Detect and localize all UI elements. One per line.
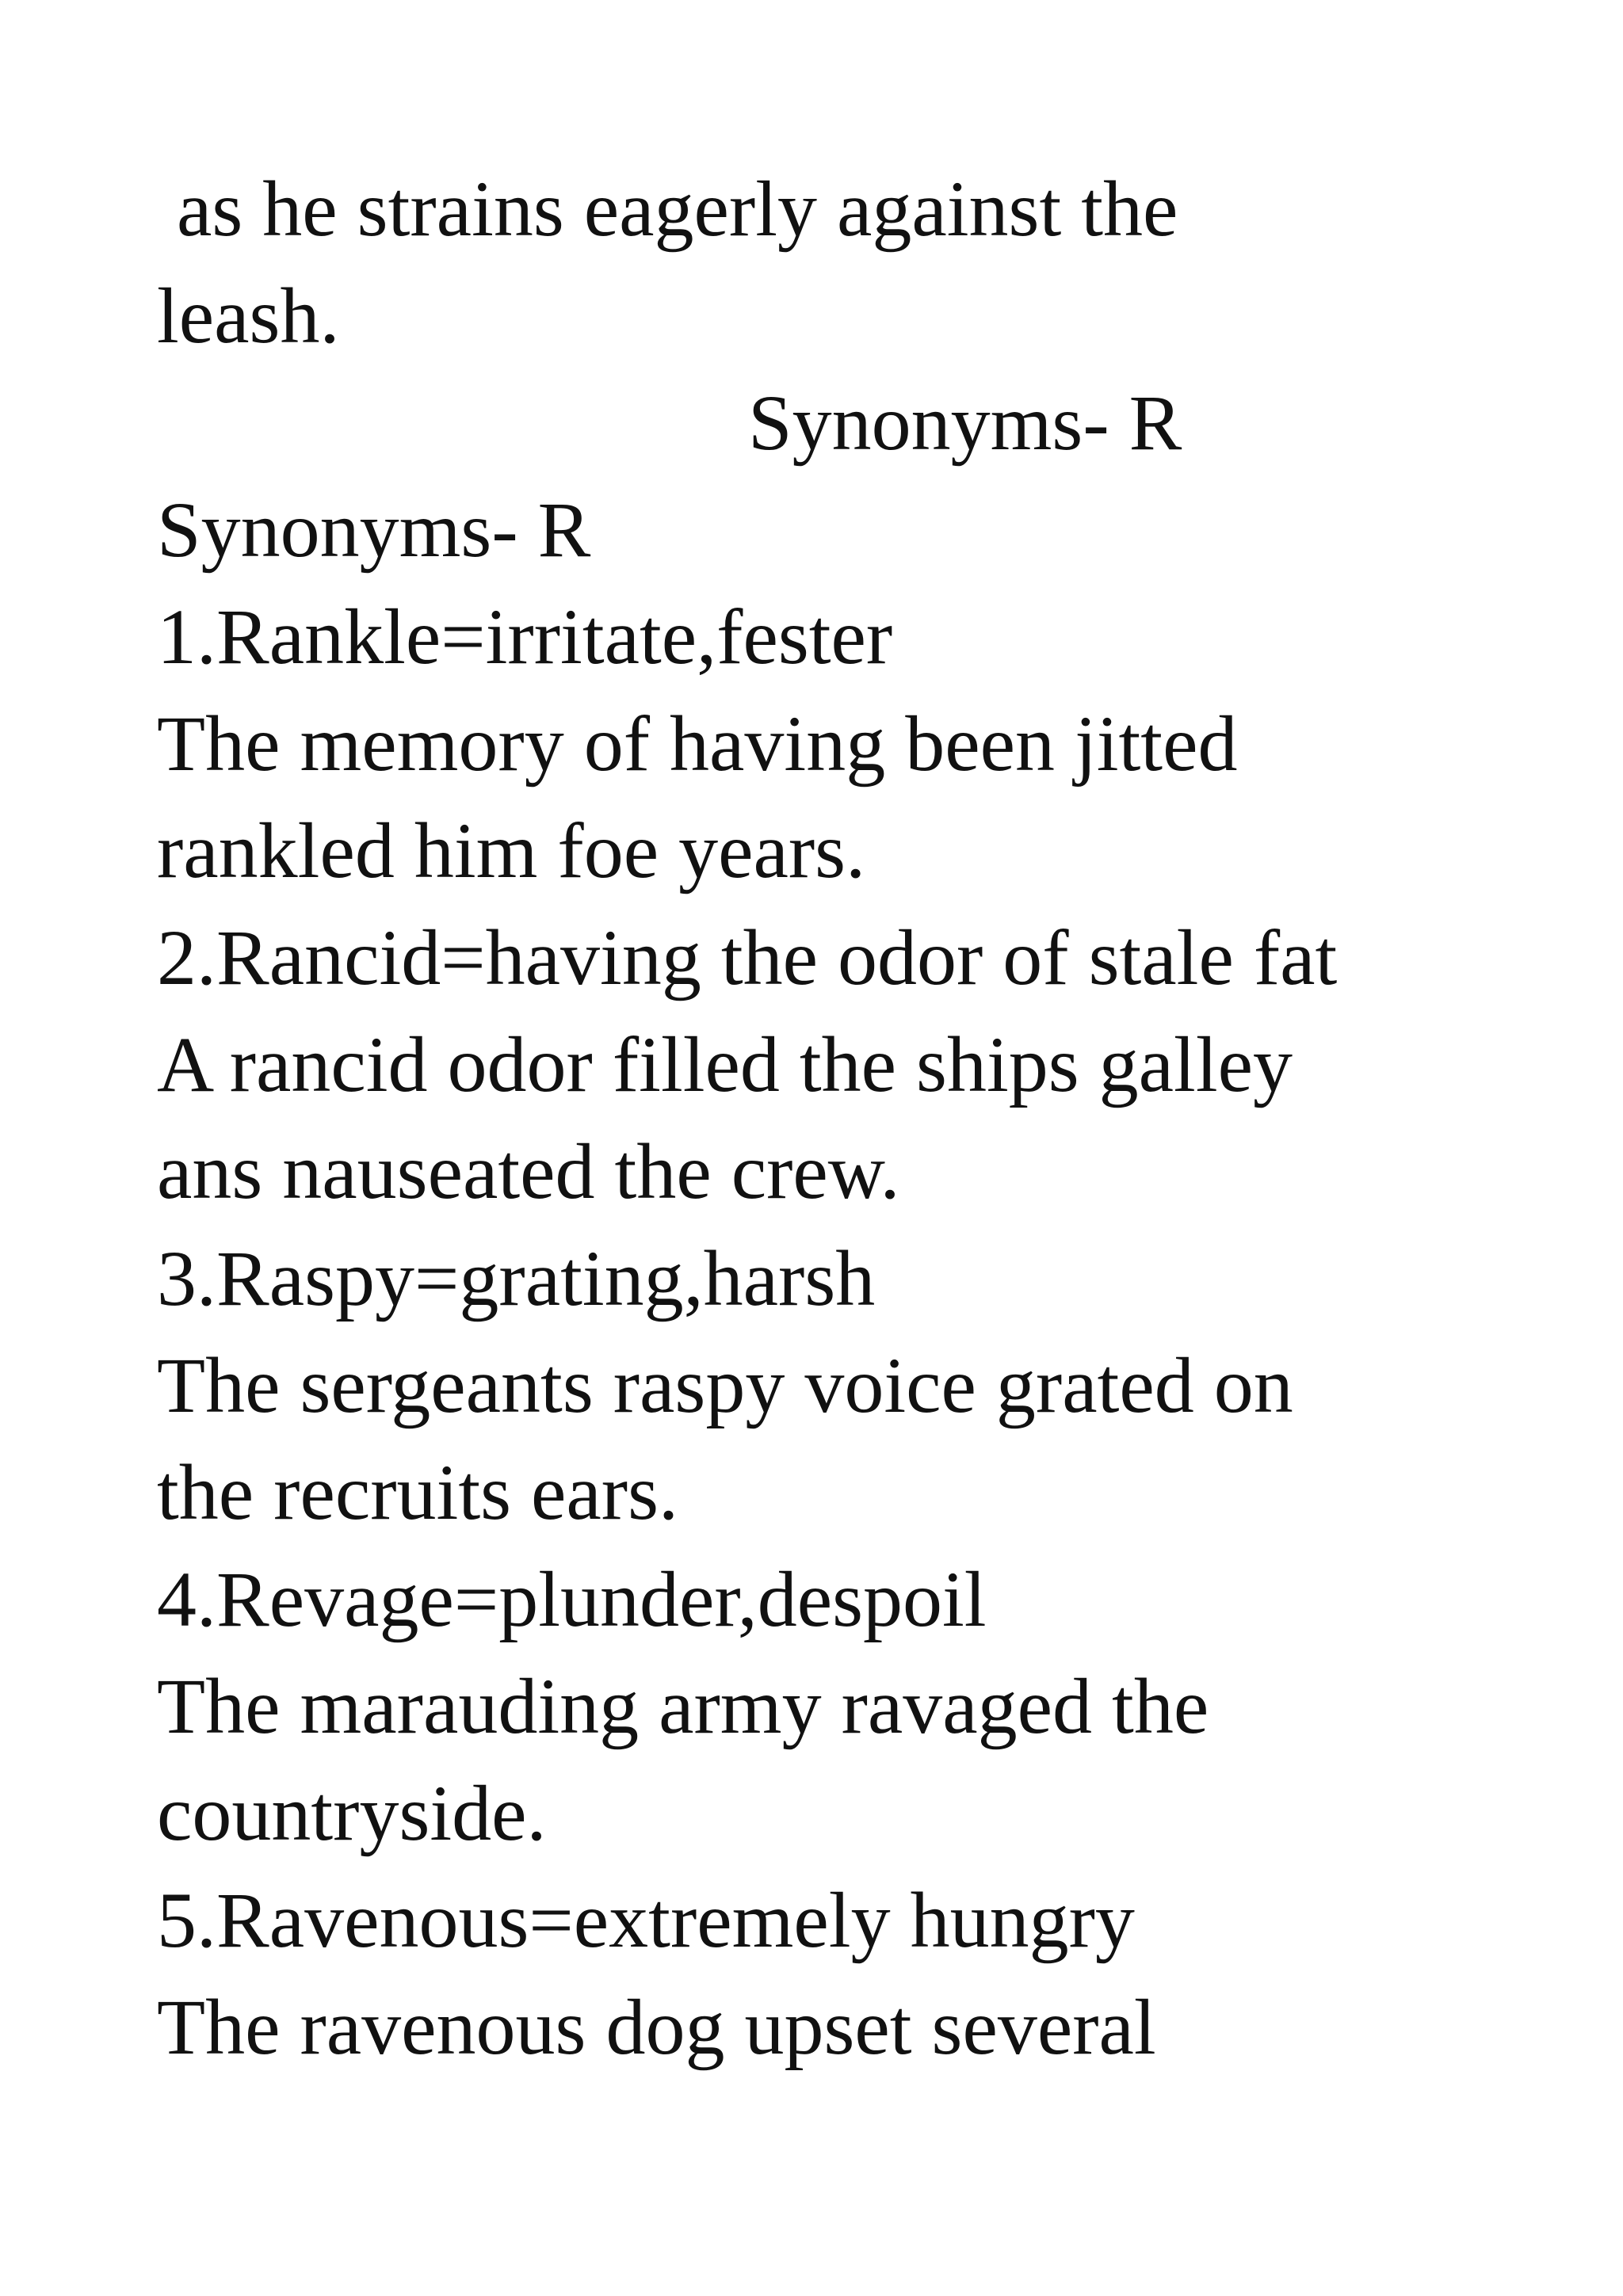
entry-3-example: The sergeants raspy voice grated on [157, 1341, 1293, 1429]
text-line: leash. [157, 272, 340, 360]
entry-1-example: rankled him foe years. [157, 807, 866, 894]
entry-5-example: The ravenous dog upset several [157, 1983, 1156, 2071]
entry-4-example: The marauding army ravaged the [157, 1662, 1209, 1750]
entry-1-definition: 1.Rankle=irritate,fester [157, 593, 893, 681]
section-heading: Synonyms- R [157, 486, 591, 574]
entry-1-example: The memory of having been jitted [157, 700, 1238, 788]
text-line: as he strains eagerly against the [157, 165, 1178, 253]
entry-2-example: ans nauseated the crew. [157, 1127, 900, 1215]
entry-4-definition: 4.Revage=plunder,despoil [157, 1555, 987, 1643]
entry-5-definition: 5.Ravenous=extremely hungry [157, 1876, 1135, 1964]
entry-2-example: A rancid odor filled the ships galley [157, 1020, 1293, 1108]
section-heading-centered: Synonyms- R [748, 379, 1182, 467]
entry-3-definition: 3.Raspy=grating,harsh [157, 1234, 876, 1322]
entry-2-definition: 2.Rancid=having the odor of stale fat [157, 913, 1338, 1001]
entry-4-example: countryside. [157, 1769, 547, 1857]
entry-3-example: the recruits ears. [157, 1448, 679, 1536]
